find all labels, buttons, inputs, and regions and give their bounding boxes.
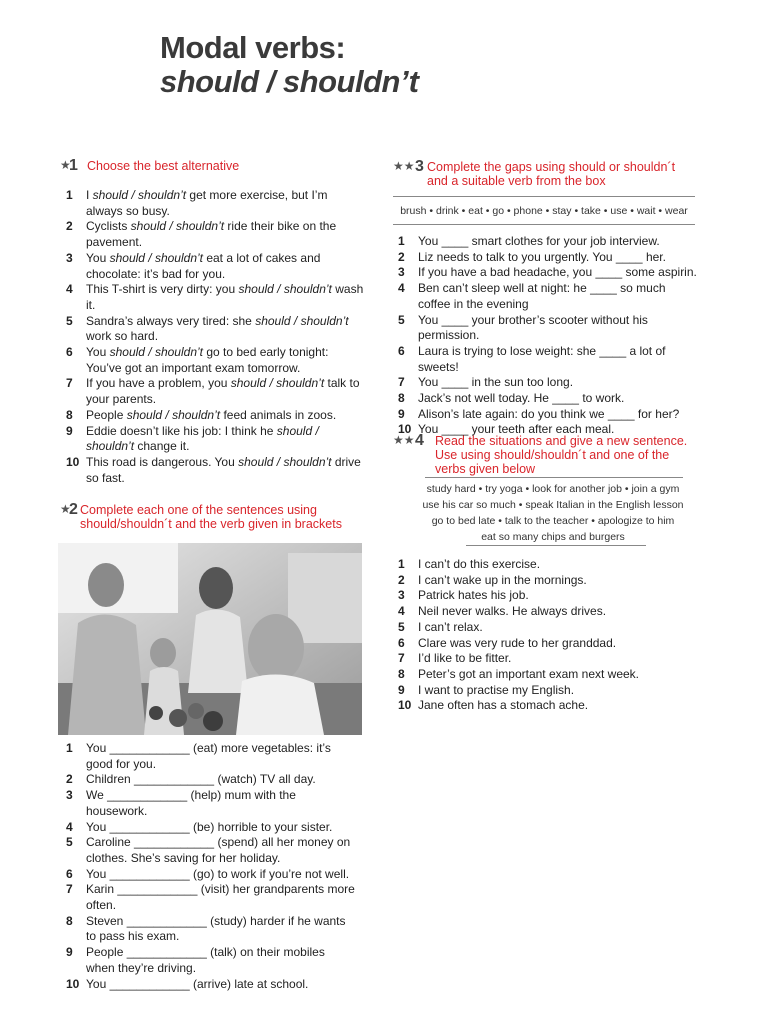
item-number: 1 <box>66 188 73 202</box>
item-text: Children ____________ (watch) TV all day. <box>86 772 316 787</box>
list-item <box>398 234 698 250</box>
modal-alternative: should / shouldn’t <box>238 282 332 297</box>
list-item <box>66 424 366 455</box>
item-text: If you have a problem, you should / shouldn’t talk to your parents. <box>86 376 360 407</box>
item-number: 2 <box>66 772 73 787</box>
item-number: 7 <box>398 651 405 666</box>
modal-alternative: should / shouldn’t <box>86 423 319 454</box>
item-text: If you have a bad headache, you ____ some aspirin. <box>418 265 697 280</box>
item-number: 10 <box>398 698 412 713</box>
word-box-bottom-rule <box>393 224 695 225</box>
word-box-line: go to bed late • talk to the teacher • apologize to him <box>431 515 675 527</box>
item-number: 8 <box>66 913 73 928</box>
item-number: 1 <box>398 234 405 248</box>
modal-alternative: should / shouldn’t <box>92 188 187 202</box>
list-item <box>398 698 698 714</box>
list-item <box>66 867 356 883</box>
list-item <box>66 282 366 313</box>
item-number: 4 <box>66 282 73 297</box>
word-box-line: use his car so much • speak Italian in the English lesson <box>422 499 684 511</box>
item-number: 3 <box>398 588 405 603</box>
item-number: 1 <box>398 557 405 571</box>
item-text: People should / shouldn’t feed animals in zoos. <box>86 407 337 422</box>
word-box-top-rule <box>425 477 683 478</box>
item-text: Laura is trying to lose weight: she ____ a lot of sweets! <box>418 343 666 374</box>
item-text: Karin ____________ (visit) her grandparents more often. <box>86 882 355 913</box>
item-text: You ____ smart clothes for your job interview. <box>418 234 660 248</box>
item-text: Peter’s got an important exam next week. <box>418 666 640 681</box>
item-number: 9 <box>66 945 73 960</box>
item-number: 5 <box>66 313 73 328</box>
item-text: Eddie doesn’t like his job: I think he should / shouldn’t change it. <box>86 423 319 454</box>
list-item <box>398 620 698 636</box>
modal-alternative: should / shouldn’t <box>109 250 203 265</box>
item-text: Cyclists should / shouldn’t ride their bike on the pavement. <box>86 219 337 250</box>
list-item <box>398 281 698 312</box>
item-text: This road is dangerous. You should / shouldn’t drive so fast. <box>86 454 361 485</box>
exercise-3-heading <box>393 160 693 188</box>
item-number: 10 <box>398 422 412 437</box>
item-number: 7 <box>66 376 73 391</box>
item-text: This T-shirt is very dirty: you should / shouldn’t wash it. <box>86 282 364 312</box>
item-text: You should / shouldn’t go to bed early tonight: You’ve got an important exam tomorrow. <box>86 345 329 375</box>
item-text: I want to practise my English. <box>418 682 575 697</box>
item-text: Clare was very rude to her granddad. <box>418 635 617 650</box>
exercise-instruction: Choose the best alternative <box>87 159 240 173</box>
list-item <box>398 375 698 391</box>
star-icon: ★★ <box>393 159 415 173</box>
list-item <box>66 376 366 407</box>
modal-alternative: should / shouldn’t <box>238 454 332 469</box>
item-number: 3 <box>66 250 73 265</box>
item-text: You ____________ (arrive) late at school. <box>86 976 309 991</box>
list-item <box>398 391 698 407</box>
modal-alternative: should / shouldn’t <box>130 219 225 234</box>
star-icon: ★ <box>60 502 71 516</box>
list-item <box>398 588 698 604</box>
item-text: You ____ in the sun too long. <box>418 375 574 390</box>
item-number: 10 <box>66 976 80 991</box>
photo-illustration <box>58 543 362 735</box>
item-text: You ____________ (go) to work if you’re not well. <box>86 866 350 881</box>
item-number: 8 <box>398 666 405 681</box>
item-number: 6 <box>398 635 405 650</box>
modal-alternative: should / shouldn’t <box>230 376 325 391</box>
item-text: You ____ your teeth after each meal. <box>418 422 615 437</box>
item-number: 10 <box>66 454 80 469</box>
item-text: Neil never walks. He always drives. <box>418 604 607 619</box>
item-text: Sandra’s always very tired: she should / shouldn’t work so hard. <box>86 313 349 344</box>
item-text: Caroline ____________ (spend) all her money on clothes. She’s saving for her holiday. <box>86 835 351 865</box>
exercise-number: 2 <box>69 501 78 518</box>
item-number: 4 <box>398 604 405 619</box>
item-text: Ben can’t sleep well at night: he ____ so much coffee in the evening <box>418 281 666 311</box>
list-item <box>66 251 366 282</box>
list-item <box>398 265 698 281</box>
list-item <box>398 557 698 573</box>
item-number: 3 <box>398 265 405 280</box>
exercise-3-list <box>398 234 698 438</box>
list-item <box>66 314 366 345</box>
item-number: 9 <box>398 682 405 697</box>
list-item <box>398 667 698 683</box>
exercise-instruction: Read the situations and give a new sentence. Use using should/shouldn´t and one of the verbs given below <box>435 434 688 476</box>
star-icon: ★ <box>60 158 71 172</box>
item-text: Alison’s late again: do you think we ____ for her? <box>418 406 680 421</box>
list-item <box>66 945 356 976</box>
item-number: 5 <box>398 312 405 327</box>
word-box-line: study hard • try yoga • look for another job • join a gym <box>426 483 680 495</box>
list-item <box>66 914 356 945</box>
item-number: 7 <box>66 882 73 897</box>
item-text: Jack’s not well today. He ____ to work. <box>418 391 625 406</box>
exercise-number: 4 <box>415 432 424 449</box>
exercise-1-heading <box>60 159 360 173</box>
item-text: Steven ____________ (study) harder if he wants to pass his exam. <box>86 913 346 944</box>
item-text: You ____________ (be) horrible to your sister. <box>86 819 333 834</box>
list-item <box>66 408 366 424</box>
item-number: 3 <box>66 788 73 803</box>
list-item <box>398 683 698 699</box>
word-box-bottom-rule <box>466 545 646 546</box>
item-number: 7 <box>398 375 405 390</box>
item-text: I can’t relax. <box>418 619 483 634</box>
list-item <box>66 188 366 219</box>
exercise-2-list <box>66 741 356 992</box>
item-number: 2 <box>398 572 405 587</box>
item-text: You should / shouldn’t eat a lot of cakes and chocolate: it’s bad for you. <box>86 250 321 281</box>
item-text: We ____________ (help) mum with the housework. <box>86 788 296 818</box>
star-icon: ★★ <box>393 433 415 447</box>
list-item <box>398 636 698 652</box>
modal-alternative: should / shouldn’t <box>126 407 221 422</box>
item-number: 2 <box>398 249 405 264</box>
item-text: I should / shouldn’t get more exercise, but I’m always so busy. <box>86 188 328 218</box>
item-number: 4 <box>66 819 73 834</box>
item-number: 6 <box>398 343 405 358</box>
word-box: brush • drink • eat • go • phone • stay • take • use • wait • wear <box>400 205 688 217</box>
word-box-top-rule <box>393 196 695 197</box>
list-item <box>398 604 698 620</box>
item-number: 8 <box>398 391 405 406</box>
item-text: Jane often has a stomach ache. <box>418 698 589 713</box>
item-text: You ____________ (eat) more vegetables: it’s good for you. <box>86 741 331 771</box>
list-item <box>66 788 356 819</box>
list-item <box>66 835 356 866</box>
exercise-instruction: Complete each one of the sentences using should/shouldn´t and the verb given in brackets <box>80 503 342 531</box>
item-number: 2 <box>66 219 73 234</box>
item-text: Patrick hates his job. <box>418 588 529 603</box>
list-item <box>66 345 366 376</box>
exercise-instruction: Complete the gaps using should or shouldn´t and a suitable verb from the box <box>427 160 676 188</box>
item-number: 8 <box>66 407 73 422</box>
exercise-4-heading <box>393 434 693 476</box>
item-number: 4 <box>398 281 405 296</box>
list-item <box>398 250 698 266</box>
list-item <box>66 455 366 486</box>
item-text: I’d like to be fitter. <box>418 651 512 666</box>
item-text: You ____ your brother’s scooter without his permission. <box>418 312 648 343</box>
word-box-line: eat so many chips and burgers <box>481 531 625 543</box>
list-item <box>66 882 356 913</box>
item-number: 5 <box>66 835 73 850</box>
item-number: 9 <box>66 423 73 438</box>
item-text: I can’t wake up in the mornings. <box>418 572 587 587</box>
list-item <box>66 772 356 788</box>
item-number: 6 <box>66 345 73 360</box>
page-title: Modal verbs: <box>160 30 346 65</box>
item-text: People ____________ (talk) on their mobiles when they’re driving. <box>86 945 325 975</box>
list-item <box>66 977 356 993</box>
item-text: I can’t do this exercise. <box>418 557 541 571</box>
list-item <box>398 651 698 667</box>
exercise-4-list <box>398 557 698 714</box>
item-number: 6 <box>66 866 73 881</box>
list-item <box>66 741 356 772</box>
item-number: 9 <box>398 406 405 421</box>
list-item <box>398 313 698 344</box>
exercise-number: 3 <box>415 158 424 175</box>
item-text: Liz needs to talk to you urgently. You ____ her. <box>418 249 666 264</box>
list-item <box>398 573 698 589</box>
family-kitchen-photo <box>58 543 362 735</box>
page-subtitle: should / shouldn’t <box>160 64 419 99</box>
list-item <box>398 344 698 375</box>
exercise-1-list <box>66 188 366 486</box>
item-number: 1 <box>66 741 73 755</box>
word-box <box>413 481 693 545</box>
modal-alternative: should / shouldn’t <box>255 313 349 328</box>
modal-alternative: should / shouldn’t <box>109 345 203 360</box>
list-item <box>398 407 698 423</box>
list-item <box>66 219 366 250</box>
exercise-2-heading <box>60 503 360 531</box>
exercise-number: 1 <box>69 157 78 174</box>
item-number: 5 <box>398 619 405 634</box>
list-item <box>66 820 356 836</box>
